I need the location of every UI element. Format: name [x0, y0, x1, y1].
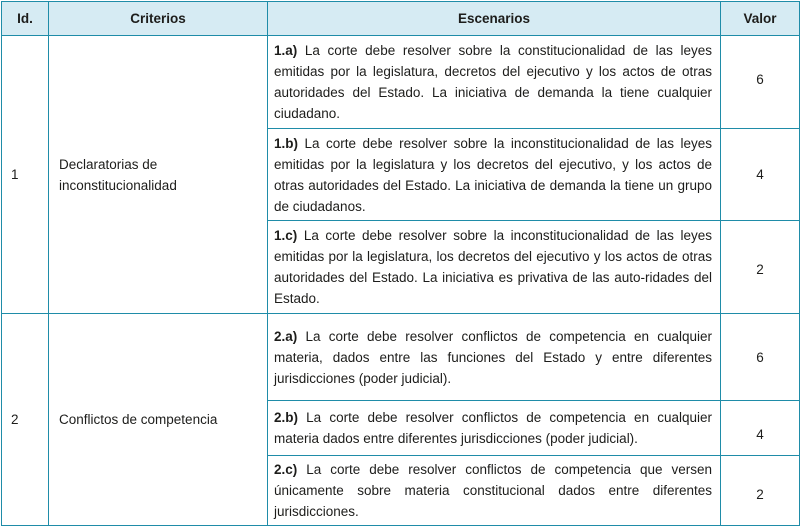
value-text: 4	[756, 426, 764, 442]
scenario-text: La corte debe resolver conflictos de competencia en cualquier materia, dados entre las funciones del Estado y entre diferentes jurisdicciones (poder judicial).	[274, 328, 712, 386]
header-row	[2, 2, 800, 36]
value-text: 6	[756, 349, 764, 365]
scenario-1a	[268, 36, 721, 129]
value-2c	[721, 456, 800, 526]
value-text: 6	[756, 71, 764, 87]
scenario-code: 2.b)	[274, 410, 299, 425]
group-id-2: 2	[2, 314, 49, 526]
value-1b	[721, 129, 800, 221]
table-row	[2, 36, 800, 129]
table-row	[2, 314, 800, 401]
scenario-code: 2.c)	[274, 462, 298, 477]
header-valor: Valor	[721, 2, 800, 36]
scenario-text: La corte debe resolver conflictos de competencia en cualquier materia dados entre diferentes jurisdicciones (poder judicial).	[274, 410, 712, 446]
value-1a	[721, 36, 800, 129]
value-1c	[721, 221, 800, 314]
group-id-1: 1	[2, 36, 49, 314]
value-text: 2	[756, 261, 764, 277]
scenario-1b	[268, 129, 721, 221]
scenario-code: 2.a)	[274, 328, 298, 344]
group-criterio-2: Conflictos de competencia	[49, 314, 268, 526]
value-text: 4	[756, 167, 764, 182]
scenario-2a	[268, 314, 721, 401]
scenario-2c	[268, 456, 721, 526]
scenario-code: 1.b)	[274, 135, 299, 151]
scenario-text: La corte debe resolver sobre la inconstitucionalidad de las leyes emitidas por la legislatura, los decretos del ejecutivo y los actos de otras autoridades del Estado. La iniciativa es privativa de las auto-ridades del Estado.	[274, 228, 712, 306]
header-id: Id.	[2, 2, 49, 36]
scenario-text: La corte debe resolver sobre la inconstitucionalidad de las leyes emitidas por la legislatura y los decretos del ejecutivo, y los actos de otras autoridades del Estado. La iniciativa de demanda la tiene un grupo de ciudadanos.	[274, 135, 712, 214]
scenario-text: La corte debe resolver conflictos de competencia que versen únicamente sobre materia constitucional dados entre diferentes jurisdicciones.	[274, 462, 712, 519]
value-2a	[721, 314, 800, 401]
criteria-table	[1, 1, 800, 526]
scenario-2b	[268, 401, 721, 456]
group-criterio-1: Declaratorias de inconstitucionalidad	[49, 36, 268, 314]
scenario-1c	[268, 221, 721, 314]
scenario-code: 1.c)	[274, 228, 298, 243]
value-text: 2	[756, 487, 764, 502]
header-criterios: Criterios	[49, 2, 268, 36]
scenario-code: 1.a)	[274, 43, 298, 58]
scenario-text: La corte debe resolver sobre la constitucionalidad de las leyes emitidas por la legislatura, decretos del ejecutivo y los actos de otras autoridades del Estado. La iniciativa de demanda la tiene cualquier ciudadano.	[274, 43, 712, 121]
value-2b	[721, 401, 800, 456]
header-escenarios: Escenarios	[268, 2, 721, 36]
